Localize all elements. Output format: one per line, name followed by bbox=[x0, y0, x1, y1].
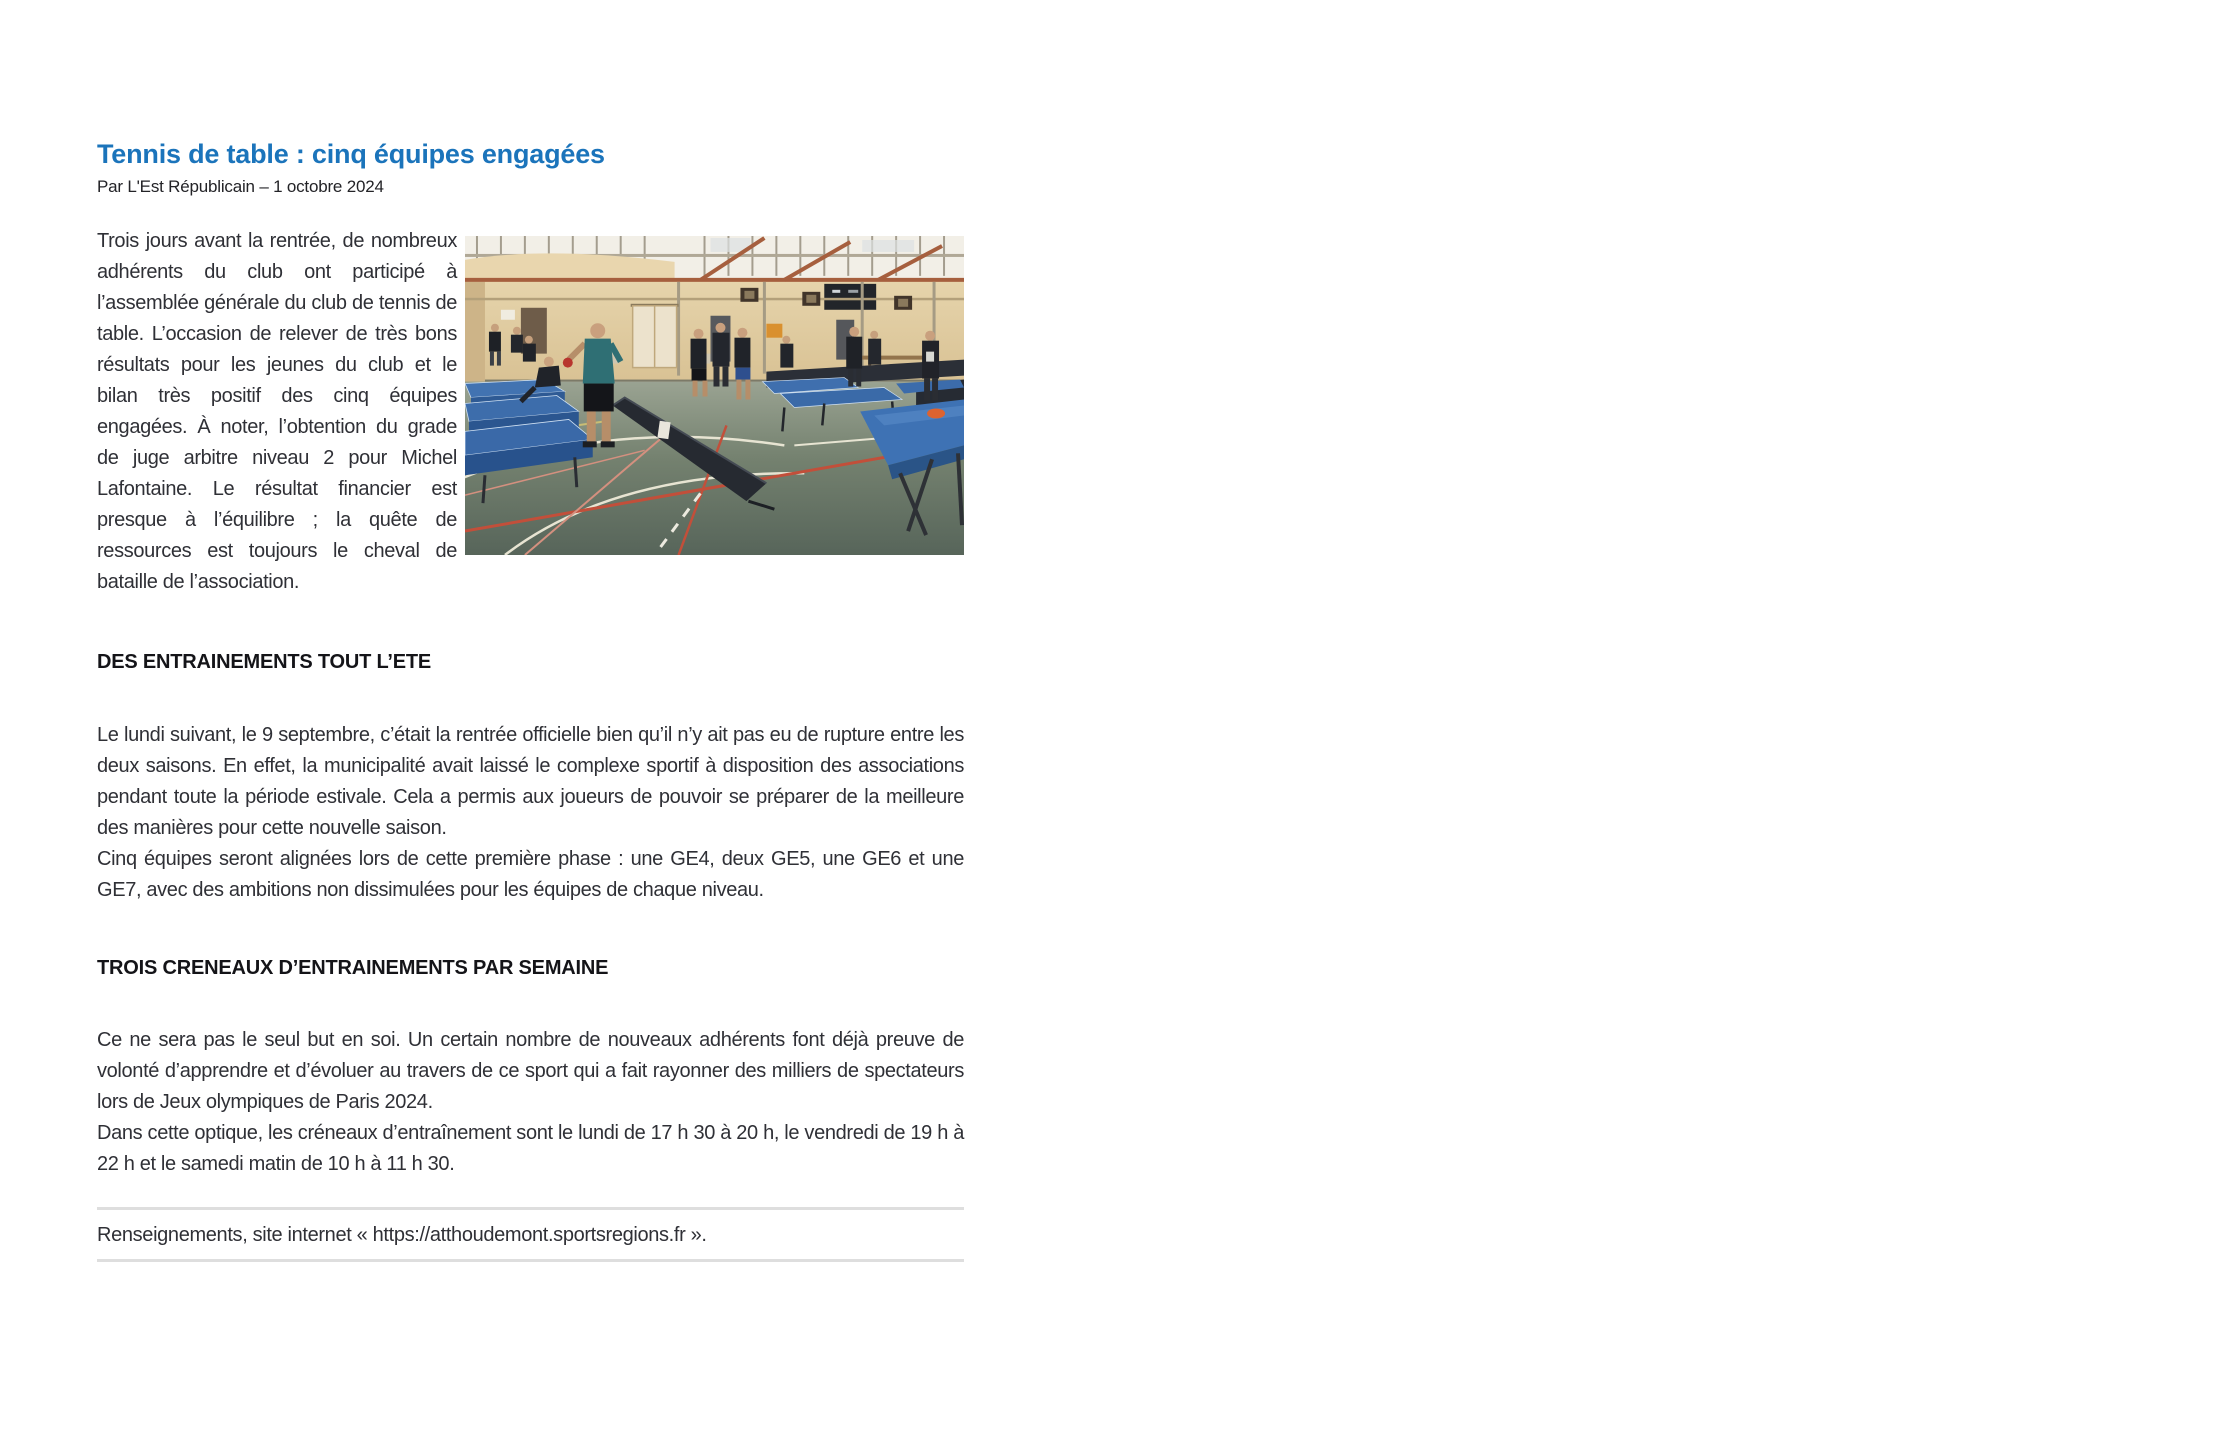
gym-photo-illustration bbox=[465, 236, 964, 555]
article-title: Tennis de table : cinq équipes engagées bbox=[97, 139, 605, 169]
paragraph: Le lundi suivant, le 9 septembre, c’était la rentrée officielle bien qu’il n’y ait pas eu de rupture entre les deux saisons. En effet, la municipalité avait laissé le complexe sportif à disposition des associations pendant toute la période estivale. Cela a permis aux joueurs de pouvoir se préparer de la meilleure des manières pour cette nouvelle saison. bbox=[97, 724, 964, 839]
footer-note-text: Renseignements, site internet « https://atthoudemont.sportsregions.fr ». bbox=[97, 1224, 707, 1246]
paragraph: Dans cette optique, les créneaux d’entraînement sont le lundi de 17 h 30 à 20 h, le vendredi de 19 h à 22 h et le samedi matin de 10 h à 11 h 30. bbox=[97, 1122, 964, 1175]
article-byline: Par L'Est Républicain – 1 octobre 2024 bbox=[97, 177, 384, 196]
section-trainings bbox=[97, 720, 964, 906]
footer-note bbox=[97, 1207, 964, 1262]
intro-paragraph: Trois jours avant la rentrée, de nombreux adhérents du club ont participé à l’assemblée générale du club de tennis de table. L’occasion de relever de très bons résultats pour les jeunes du club et le bilan très positif des cinq équipes engagées. À noter, l’obtention du grade de juge arbitre niveau 2 pour Michel Lafontaine. Le résultat financier est presque à l’équilibre ; la quête de ressources est toujours le cheval de bataille de l’association. bbox=[97, 230, 457, 593]
article-header bbox=[97, 139, 964, 197]
paragraph: Ce ne sera pas le seul but en soi. Un certain nombre de nouveaux adhérents font déjà preuve de volonté d’apprendre et d’évoluer au travers de ce sport qui a fait rayonner des milliers de spectateurs lors de Jeux olympiques de Paris 2024. bbox=[97, 1029, 964, 1113]
intro-section bbox=[97, 226, 964, 598]
paragraph: Cinq équipes seront alignées lors de cette première phase : une GE4, deux GE5, une GE6 et une GE7, avec des ambitions non dissimulées pour les équipes de chaque niveau. bbox=[97, 848, 964, 901]
section-slots bbox=[97, 1025, 964, 1180]
section-heading-trainings: DES ENTRAINEMENTS TOUT L’ETE bbox=[97, 651, 432, 673]
section-heading-slots: TROIS CRENEAUX D’ENTRAINEMENTS PAR SEMAINE bbox=[97, 957, 609, 979]
article-photo bbox=[465, 236, 964, 555]
